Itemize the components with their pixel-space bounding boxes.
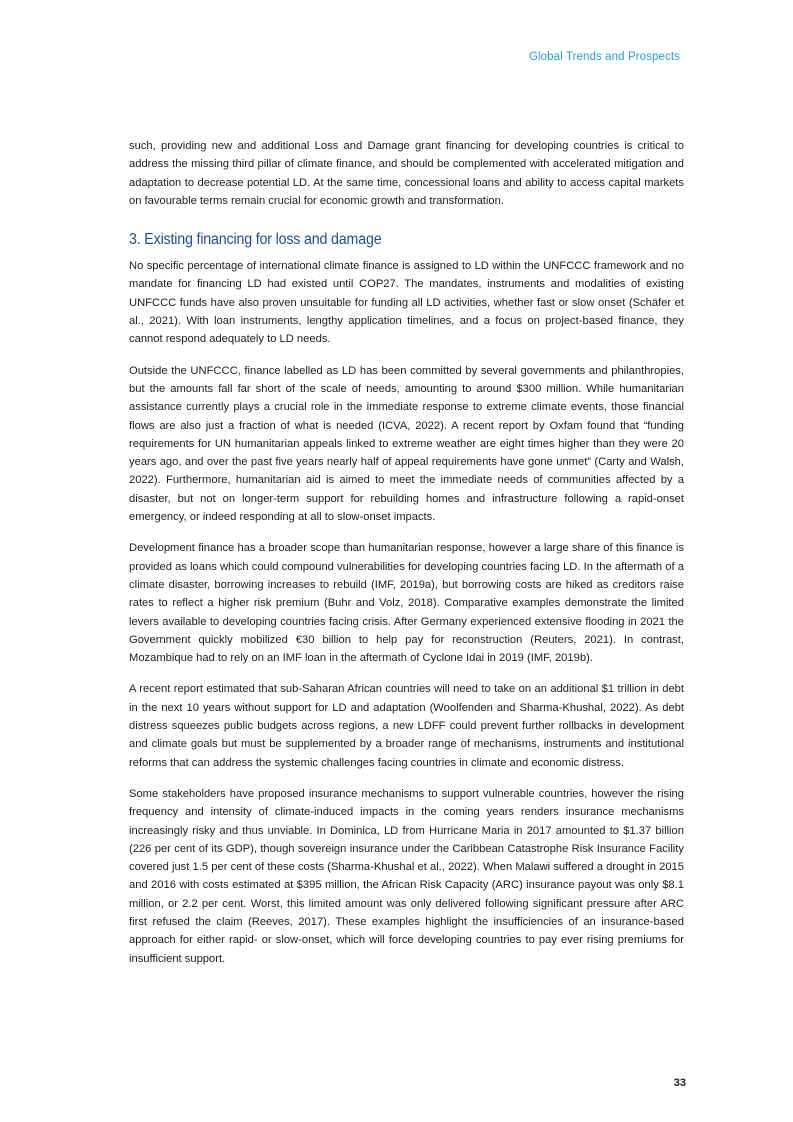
paragraph-debt-distress: A recent report estimated that sub-Saharan African countries will need to take on an additional $1 trillion in debt in the next 10 years without support for LD and adaptation (Woolfenden and Sharma-Khushal, 2022). As debt distress squeezes public budgets across regions, a new LDFF could prevent further rollbacks in development and climate goals but must be supplemented by a broader range of mechanisms, instruments and institutional reforms that can address the systemic challenges facing countries in climate and economic distress. xyxy=(129,683,684,769)
running-header-title: Global Trends and Prospects xyxy=(528,51,680,63)
section-heading: 3. Existing financing for loss and damage xyxy=(129,231,382,249)
paragraph-insurance-mechanisms: Some stakeholders have proposed insurance mechanisms to support vulnerable countries, however the rising frequency and intensity of climate-induced impacts in the coming years renders insurance mechanisms increasingly risky and thus unviable. In Dominica, LD from Hurricane Maria in 2017 amounted to $1.37 billion (226 per cent of its GDP), though sovereign insurance under the Caribbean Catastrophe Risk Insurance Facility covered just 1.5 per cent of these costs (Sharma-Khushal et al., 2022). When Malawi suffered a drought in 2015 and 2016 with costs estimated at $395 million, the African Risk Capacity (ARC) insurance payout was only $8.1 million, or 2.2 per cent. Worst, this limited amount was only delivered following significant pressure after ARC first refused the claim (Reeves, 2017). These examples highlight the insufficiencies of an insurance-based approach for either rapid- or slow-onset, which will force developing countries to pay ever rising premiums for insufficient support. xyxy=(129,787,684,965)
paragraph-outside-unfccc: Outside the UNFCCC, finance labelled as LD has been committed by several governments and philanthropies, but the amounts fall far short of the scale of needs, amounting to around $300 million. While humanitarian assistance currently plays a crucial role in the immediate response to extreme climate events, those financial flows are also just a fraction of what is needed (ICVA, 2022). A recent report by Oxfam found that “funding requirements for UN humanitarian appeals linked to extreme weather are eight times higher than they were 20 years ago, and over the past five years nearly half of appeal requirements have gone unmet” (Carty and Walsh, 2022). Furthermore, humanitarian aid is aimed to meet the immediate needs of communities affected by a disaster, but not on longer-term support for rebuilding homes and infrastructure following a rapid-onset emergency, or indeed responding at all to slow-onset impacts. xyxy=(129,364,684,524)
document-body xyxy=(129,137,684,981)
page-number: 33 xyxy=(673,1077,686,1089)
paragraph-unfccc-mandate: No specific percentage of international climate finance is assigned to LD within the UNFCCC framework and no mandate for financing LD had existed until COP27. The mandates, instruments and modalities of existing UNFCCC funds have also proven unsuitable for funding all LD activities, whether fast or slow onset (Schäfer et al., 2021). With loan instruments, lengthy application timelines, and a focus on project-based finance, they cannot respond adequately to LD needs. xyxy=(129,260,684,346)
intro-paragraph: such, providing new and additional Loss and Damage grant financing for developing countries is critical to address the missing third pillar of climate finance, and should be complemented with accelerated mitigation and adaptation to decrease potential LD. At the same time, concessional loans and ability to access capital markets on favourable terms remain crucial for economic growth and transformation. xyxy=(129,140,684,207)
paragraph-development-finance: Development finance has a broader scope than humanitarian response, however a large share of this finance is provided as loans which could compound vulnerabilities for developing countries facing LD. In the aftermath of a climate disaster, borrowing increases to rebuild (IMF, 2019a), but borrowing costs are hiked as creditors raise rates to reflect a higher risk premium (Buhr and Volz, 2018). Comparative examples demonstrate the limited levers available to developing countries facing crisis. After Germany experienced extensive flooding in 2021 the Government quickly mobilized €30 billion to help pay for reconstruction (Reuters, 2021). In contrast, Mozambique had to rely on an IMF loan in the aftermath of Cyclone Idai in 2019 (IMF, 2019b). xyxy=(129,542,684,665)
